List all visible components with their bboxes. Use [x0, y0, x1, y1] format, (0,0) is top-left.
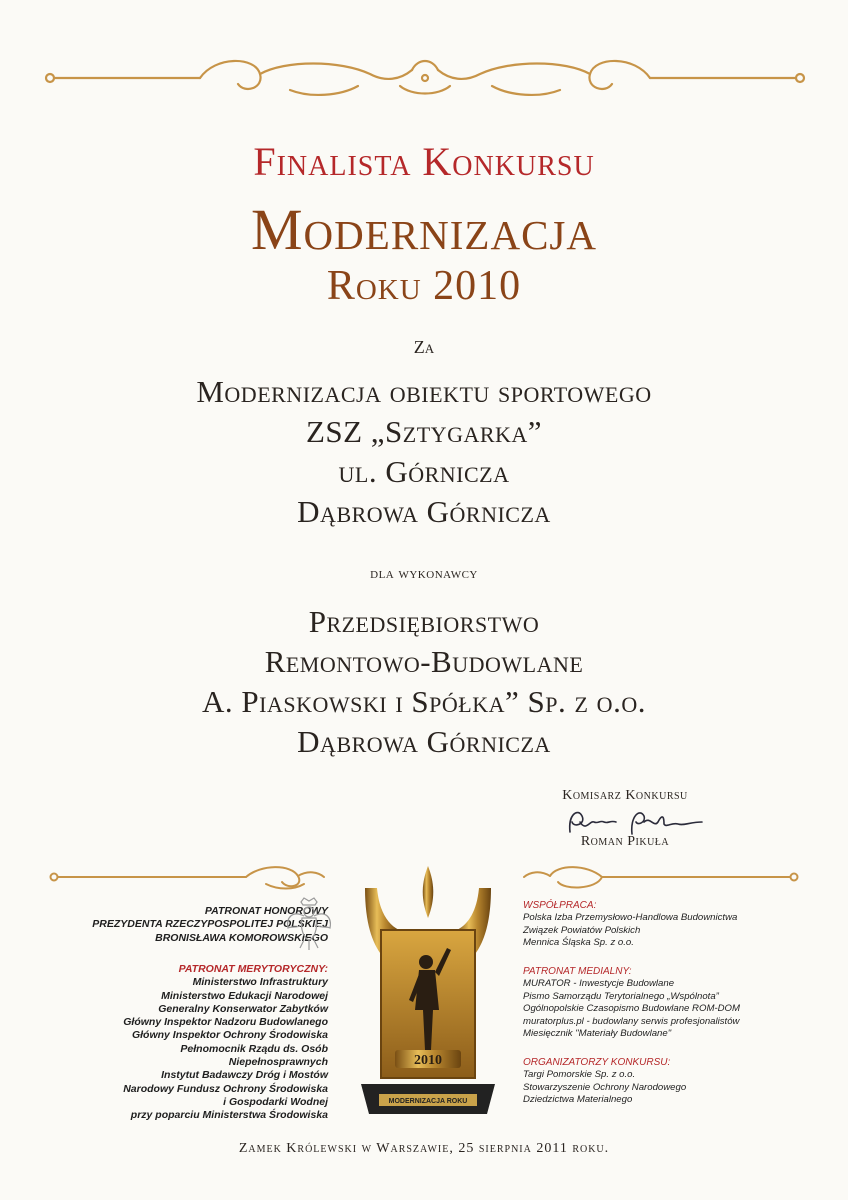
medialny-item: Ogólnopolskie Czasopismo Budowlane ROM-DOM	[523, 1003, 741, 1015]
patronat-merytoryczny	[123, 963, 328, 1123]
organizator-item: Dziedzictwa Materialnego	[523, 1094, 633, 1106]
wspolpraca-heading: WSPÓŁPRACA:	[523, 900, 597, 911]
patronat-item: Generalny Konserwator Zabytków	[158, 1002, 328, 1015]
contractor-line-4: Dąbrowa Górnicza	[297, 724, 551, 759]
patronat-item: Główny Inspektor Ochrony Środowiska	[131, 1029, 328, 1042]
patronat-item: Ministerstwo Infrastruktury	[192, 976, 328, 989]
heading-roku: Roku 2010	[326, 263, 522, 309]
contractor-line-1: Przedsiębiorstwo	[308, 604, 540, 639]
organizatorzy-heading: ORGANIZATORZY KONKURSU:	[523, 1057, 671, 1068]
ornament-top-icon	[40, 50, 810, 106]
wspolpraca-item: Mennica Śląska Sp. z o.o.	[523, 937, 634, 949]
medialny-item: Pismo Samorządu Terytorialnego „Wspólnota”	[523, 990, 719, 1002]
trophy-plate: MODERNIZACJA ROKU	[388, 1098, 468, 1105]
heading-modernizacja: Modernizacja	[250, 197, 597, 262]
medialny-item: MURATOR - Inwestycje Budowlane	[523, 978, 675, 990]
organizator-item: Stowarzyszenie Ochrony Narodowego	[523, 1081, 687, 1093]
organizator-item: Targi Pomorskie Sp. z o.o.	[523, 1069, 636, 1081]
contractor-line-3: A. Piaskowski i Spółka” Sp. z o.o.	[202, 684, 646, 719]
patronat-medialny	[523, 966, 740, 1040]
patronat-merytoryczny-heading: PATRONAT MERYTORYCZNY:	[178, 963, 328, 975]
heading-finalista: Finalista Konkursu	[253, 139, 595, 184]
patronat-honorowy-line: PREZYDENTA RZECZYPOSPOLITEJ POLSKIEJ	[92, 918, 328, 931]
patronat-item: przy poparciu Ministerstwa Środowiska	[130, 1109, 328, 1122]
dla-wykonawcy-label: dla wykonawcy	[370, 566, 478, 582]
patronat-honorowy-line: PATRONAT HONOROWY	[204, 905, 328, 917]
patronat-honorowy-line: BRONISŁAWA KOMOROWSKIEGO	[155, 931, 328, 944]
contractor-line-2: Remontowo-Budowlane	[264, 644, 584, 679]
patronat-medialny-heading: PATRONAT MEDIALNY:	[523, 966, 632, 977]
patronat-item: Instytut Badawczy Dróg i Mostów	[161, 1069, 328, 1082]
polish-eagle-emblem-icon	[282, 896, 336, 952]
wspolpraca-item: Polska Izba Przemysłowo-Handlowa Budownictwa	[523, 912, 738, 924]
medialny-item: Miesięcznik "Materiały Budowlane"	[523, 1028, 672, 1040]
footer-place-date: Zamek Królewski w Warszawie, 25 sierpnia 2011 roku.	[238, 1141, 610, 1156]
subject-line-3: ul. Górnicza	[338, 454, 510, 489]
subject-line-4: Dąbrowa Górnicza	[297, 494, 551, 529]
komisarz-title: Komisarz Konkursu	[562, 788, 688, 803]
ornament-divider-right-icon	[520, 862, 802, 892]
trophy-year: 2010	[414, 1053, 442, 1068]
patronat-item: Ministerstwo Edukacji Narodowej	[161, 989, 328, 1002]
medialny-item: muratorplus.pl - budowlany serwis profesjonalistów	[523, 1015, 740, 1027]
organizatorzy	[523, 1057, 686, 1107]
patronat-item: Pełnomocnik Rządu ds. Osób	[180, 1042, 328, 1055]
signature-icon	[560, 804, 710, 838]
ornament-divider-left-icon	[46, 862, 328, 892]
trophy-statuette-icon	[355, 860, 501, 1122]
wspolpraca-item: Związek Powiatów Polskich	[523, 924, 641, 936]
patronat-item: Główny Inspektor Nadzoru Budowlanego	[123, 1016, 328, 1029]
patronat-item: Narodowy Fundusz Ochrony Środowiska	[123, 1082, 328, 1095]
patronat-item: i Gospodarki Wodnej	[223, 1095, 328, 1108]
komisarz-name: Roman Pikuła	[580, 834, 670, 849]
patronat-item: Niepełnosprawnych	[228, 1056, 328, 1069]
subject-line-1: Modernizacja obiektu sportowego	[196, 374, 652, 409]
wspolpraca	[523, 900, 737, 950]
subject-line-2: ZSZ „Sztygarka”	[305, 414, 543, 449]
za-label: Za	[413, 337, 435, 357]
